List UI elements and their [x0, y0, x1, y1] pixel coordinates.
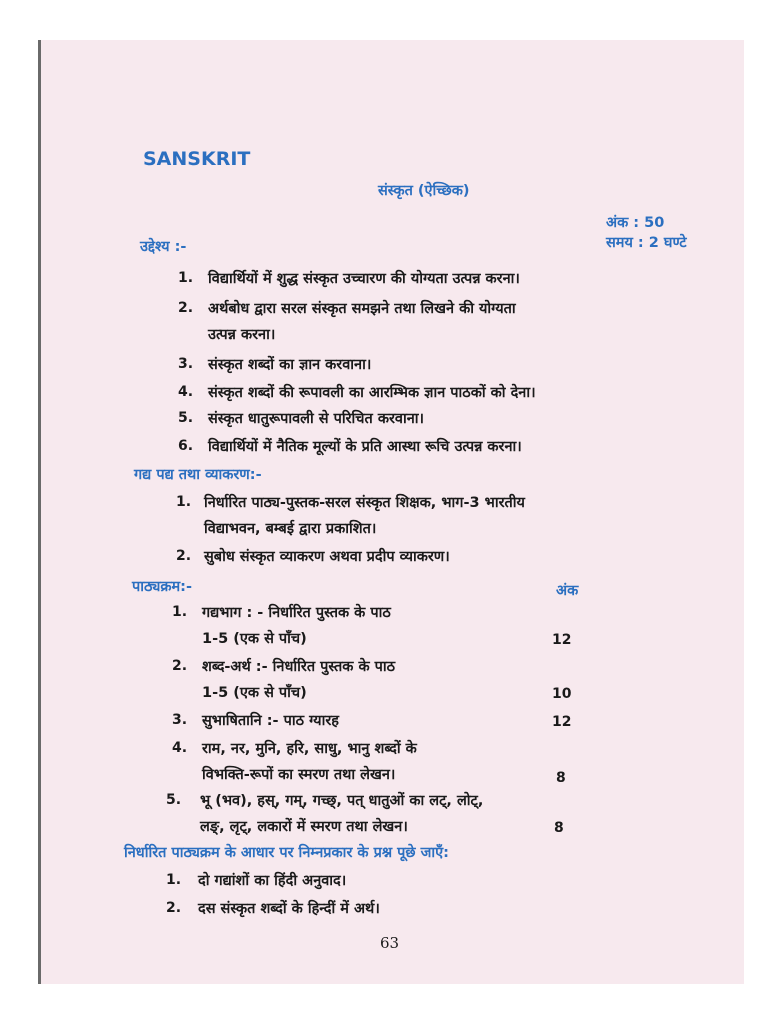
list-item-text: विद्यार्थियों में शुद्ध संस्कृत उच्चारण की योग्यता उत्पन्न करना।	[208, 271, 520, 287]
marks-column-header: अंक	[556, 583, 579, 599]
list-number: 1.	[178, 270, 194, 286]
time-allowed: समय : 2 घण्टे	[606, 235, 687, 251]
questions-heading: निर्धारित पाठ्यक्रम के आधार पर निम्नप्रकार के प्रश्न पूछे जाएँ:	[124, 845, 449, 861]
item-marks: 10	[552, 686, 572, 702]
list-item-text: भू (भव), हस्, गम्, गच्छ्, पत् धातुओं का लट्, लोट्,	[200, 793, 484, 809]
list-number: 4.	[172, 740, 188, 756]
list-number: 3.	[172, 712, 188, 728]
list-number: 1.	[176, 494, 192, 510]
list-item-text: राम, नर, मुनि, हरि, साधु, भानु शब्दों के	[202, 741, 417, 757]
page-number: 63	[380, 934, 400, 952]
list-item-text: सुबोध संस्कृत व्याकरण अथवा प्रदीप व्याकरण।	[204, 549, 450, 565]
books-heading: गद्य पद्य तथा व्याकरण:-	[134, 467, 262, 483]
item-marks: 8	[554, 820, 564, 836]
objectives-heading: उद्देश्य :-	[140, 239, 187, 255]
item-marks: 12	[552, 714, 572, 730]
list-item-text: संस्कृत शब्दों का ज्ञान करवाना।	[208, 357, 372, 373]
list-item-text: विद्यार्थियों में नैतिक मूल्यों के प्रति आस्था रूचि उत्पन्न करना।	[208, 439, 522, 455]
list-number: 5.	[166, 792, 182, 808]
list-number: 2.	[178, 300, 194, 316]
list-number: 5.	[178, 410, 194, 426]
list-item-text: दस संस्कृत शब्दों के हिन्दीं में अर्थ।	[198, 901, 380, 917]
total-marks: अंक : 50	[606, 215, 665, 231]
list-number: 4.	[178, 384, 194, 400]
list-item-text: गद्यभाग : - निर्धारित पुस्तक के पाठ	[202, 605, 391, 621]
list-item-text: 1-5 (एक से पाँच)	[202, 685, 307, 701]
section-title: संस्कृत (ऐच्छिक)	[378, 183, 470, 199]
list-number: 1.	[172, 604, 188, 620]
list-item-text: संस्कृत शब्दों की रूपावली का आरम्भिक ज्ञान पाठकों को देना।	[208, 385, 536, 401]
list-item-text: संस्कृत धातुरूपावली से परिचित करवाना।	[208, 411, 425, 427]
list-number: 1.	[166, 872, 182, 888]
list-number: 2.	[176, 548, 192, 564]
list-number: 2.	[166, 900, 182, 916]
list-item-text: 1-5 (एक से पाँच)	[202, 631, 307, 647]
list-item-text: विभक्ति-रूपों का स्मरण तथा लेखन।	[202, 767, 396, 783]
list-item-text: उत्पन्न करना।	[208, 327, 276, 343]
item-marks: 12	[552, 632, 572, 648]
list-number: 3.	[178, 356, 194, 372]
list-item-text: निर्धारित पाठ्य-पुस्तक-सरल संस्कृत शिक्षक, भाग-3 भारतीय	[204, 495, 525, 511]
item-marks: 8	[556, 770, 566, 786]
list-number: 2.	[172, 658, 188, 674]
list-item-text: शब्द-अर्थ :- निर्धारित पुस्तक के पाठ	[202, 659, 396, 675]
syllabus-heading: पाठ्यक्रम:-	[132, 579, 192, 595]
list-item-text: लङ्, लृट्, लकारों में स्मरण तथा लेखन।	[200, 819, 408, 835]
list-item-text: सुभाषितानि :- पाठ ग्यारह	[202, 713, 339, 729]
list-item-text: दो गद्यांशों का हिंदी अनुवाद।	[198, 873, 347, 889]
list-number: 6.	[178, 438, 194, 454]
list-item-text: विद्याभवन, बम्बई द्वारा प्रकाशित।	[204, 521, 377, 537]
subject-title: SANSKRIT	[143, 148, 251, 170]
list-item-text: अर्थबोध द्वारा सरल संस्कृत समझने तथा लिखने की योग्यता	[208, 301, 516, 317]
